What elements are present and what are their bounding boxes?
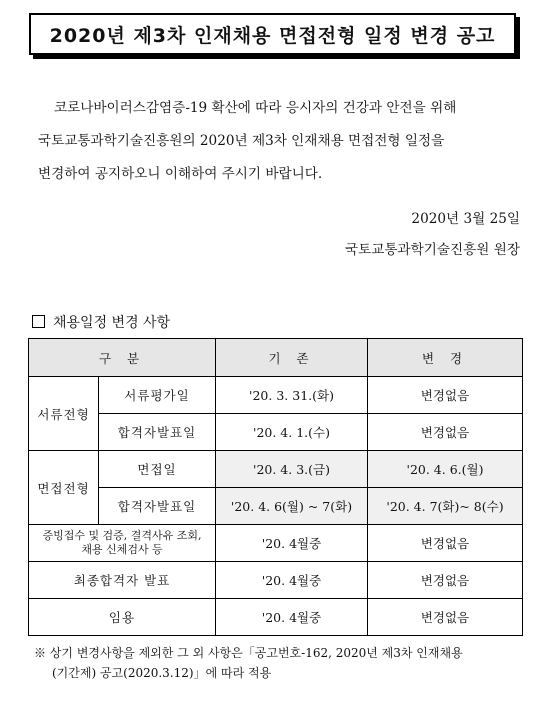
table-row	[29, 414, 523, 451]
row-full-label-line-1: 증빙접수 및 검증, 결격사유 조회,	[42, 529, 202, 542]
row-before: '20. 4. 3.(금)	[216, 451, 368, 488]
row-before: '20. 4월중	[216, 599, 368, 636]
table-row	[29, 377, 523, 414]
row-sub-label: 서류평가일	[99, 377, 216, 414]
row-sub-label: 합격자발표일	[99, 488, 216, 525]
table-row	[29, 488, 523, 525]
notice-signer: 국토교통과학기술진흥원 원장	[344, 242, 520, 258]
notice-title: 2020년 제3차 인재채용 면접전형 일정 변경 공고	[49, 24, 496, 47]
table-row	[29, 525, 523, 562]
row-after: 변경없음	[368, 377, 523, 414]
row-before: '20. 4월중	[216, 525, 368, 562]
row-before: '20. 4. 6(월) ~ 7(화)	[216, 488, 368, 525]
row-sub-label: 면접일	[99, 451, 216, 488]
table-row	[29, 451, 523, 488]
row-before: '20. 4월중	[216, 562, 368, 599]
row-sub-label: 합격자발표일	[99, 414, 216, 451]
section-heading-text: 채용일정 변경 사항	[53, 315, 171, 331]
row-after: 변경없음	[368, 599, 523, 636]
footnote-line-1: ※ 상기 변경사항을 제외한 그 외 사항은「공고번호-162, 2020년 제3차 인재채용	[34, 646, 463, 660]
notice-title-box	[29, 13, 516, 55]
footnote-line-2: (기간제) 공고(2020.3.12)」에 따라 적용	[52, 666, 272, 680]
intro-paragraph	[38, 92, 524, 191]
row-full-label: 임용	[29, 599, 216, 636]
row-full-label: 최종합격자 발표	[29, 562, 216, 599]
row-after: 변경없음	[368, 562, 523, 599]
schedule-table	[28, 338, 523, 636]
header-after: 변 경	[368, 339, 523, 377]
row-full-label	[29, 525, 216, 562]
notice-date: 2020년 3월 25일	[411, 211, 520, 227]
table-header-row	[29, 339, 523, 377]
header-before: 기 존	[216, 339, 368, 377]
group-interview: 면접전형	[29, 451, 99, 525]
row-after: '20. 4. 7(화)~ 8(수)	[368, 488, 523, 525]
footnote	[34, 643, 528, 683]
intro-line-3: 변경하여 공지하오니 이해하여 주시기 바랍니다.	[38, 166, 323, 182]
row-before: '20. 3. 31.(화)	[216, 377, 368, 414]
group-document: 서류전형	[29, 377, 99, 451]
row-after: '20. 4. 6.(월)	[368, 451, 523, 488]
checkbox-square-icon	[32, 315, 45, 328]
row-after: 변경없음	[368, 525, 523, 562]
row-before: '20. 4. 1.(수)	[216, 414, 368, 451]
table-row	[29, 562, 523, 599]
header-category: 구 분	[29, 339, 216, 377]
row-after: 변경없음	[368, 414, 523, 451]
section-heading	[32, 312, 170, 332]
intro-line-2: 국토교통과학기술진흥원의 2020년 제3차 인재채용 면접전형 일정을	[38, 133, 445, 149]
intro-line-1: 코로나바이러스감염증-19 확산에 따라 응시자의 건강과 안전을 위해	[54, 100, 457, 116]
table-row	[29, 599, 523, 636]
row-full-label-line-2: 채용 신체검사 등	[81, 543, 163, 556]
